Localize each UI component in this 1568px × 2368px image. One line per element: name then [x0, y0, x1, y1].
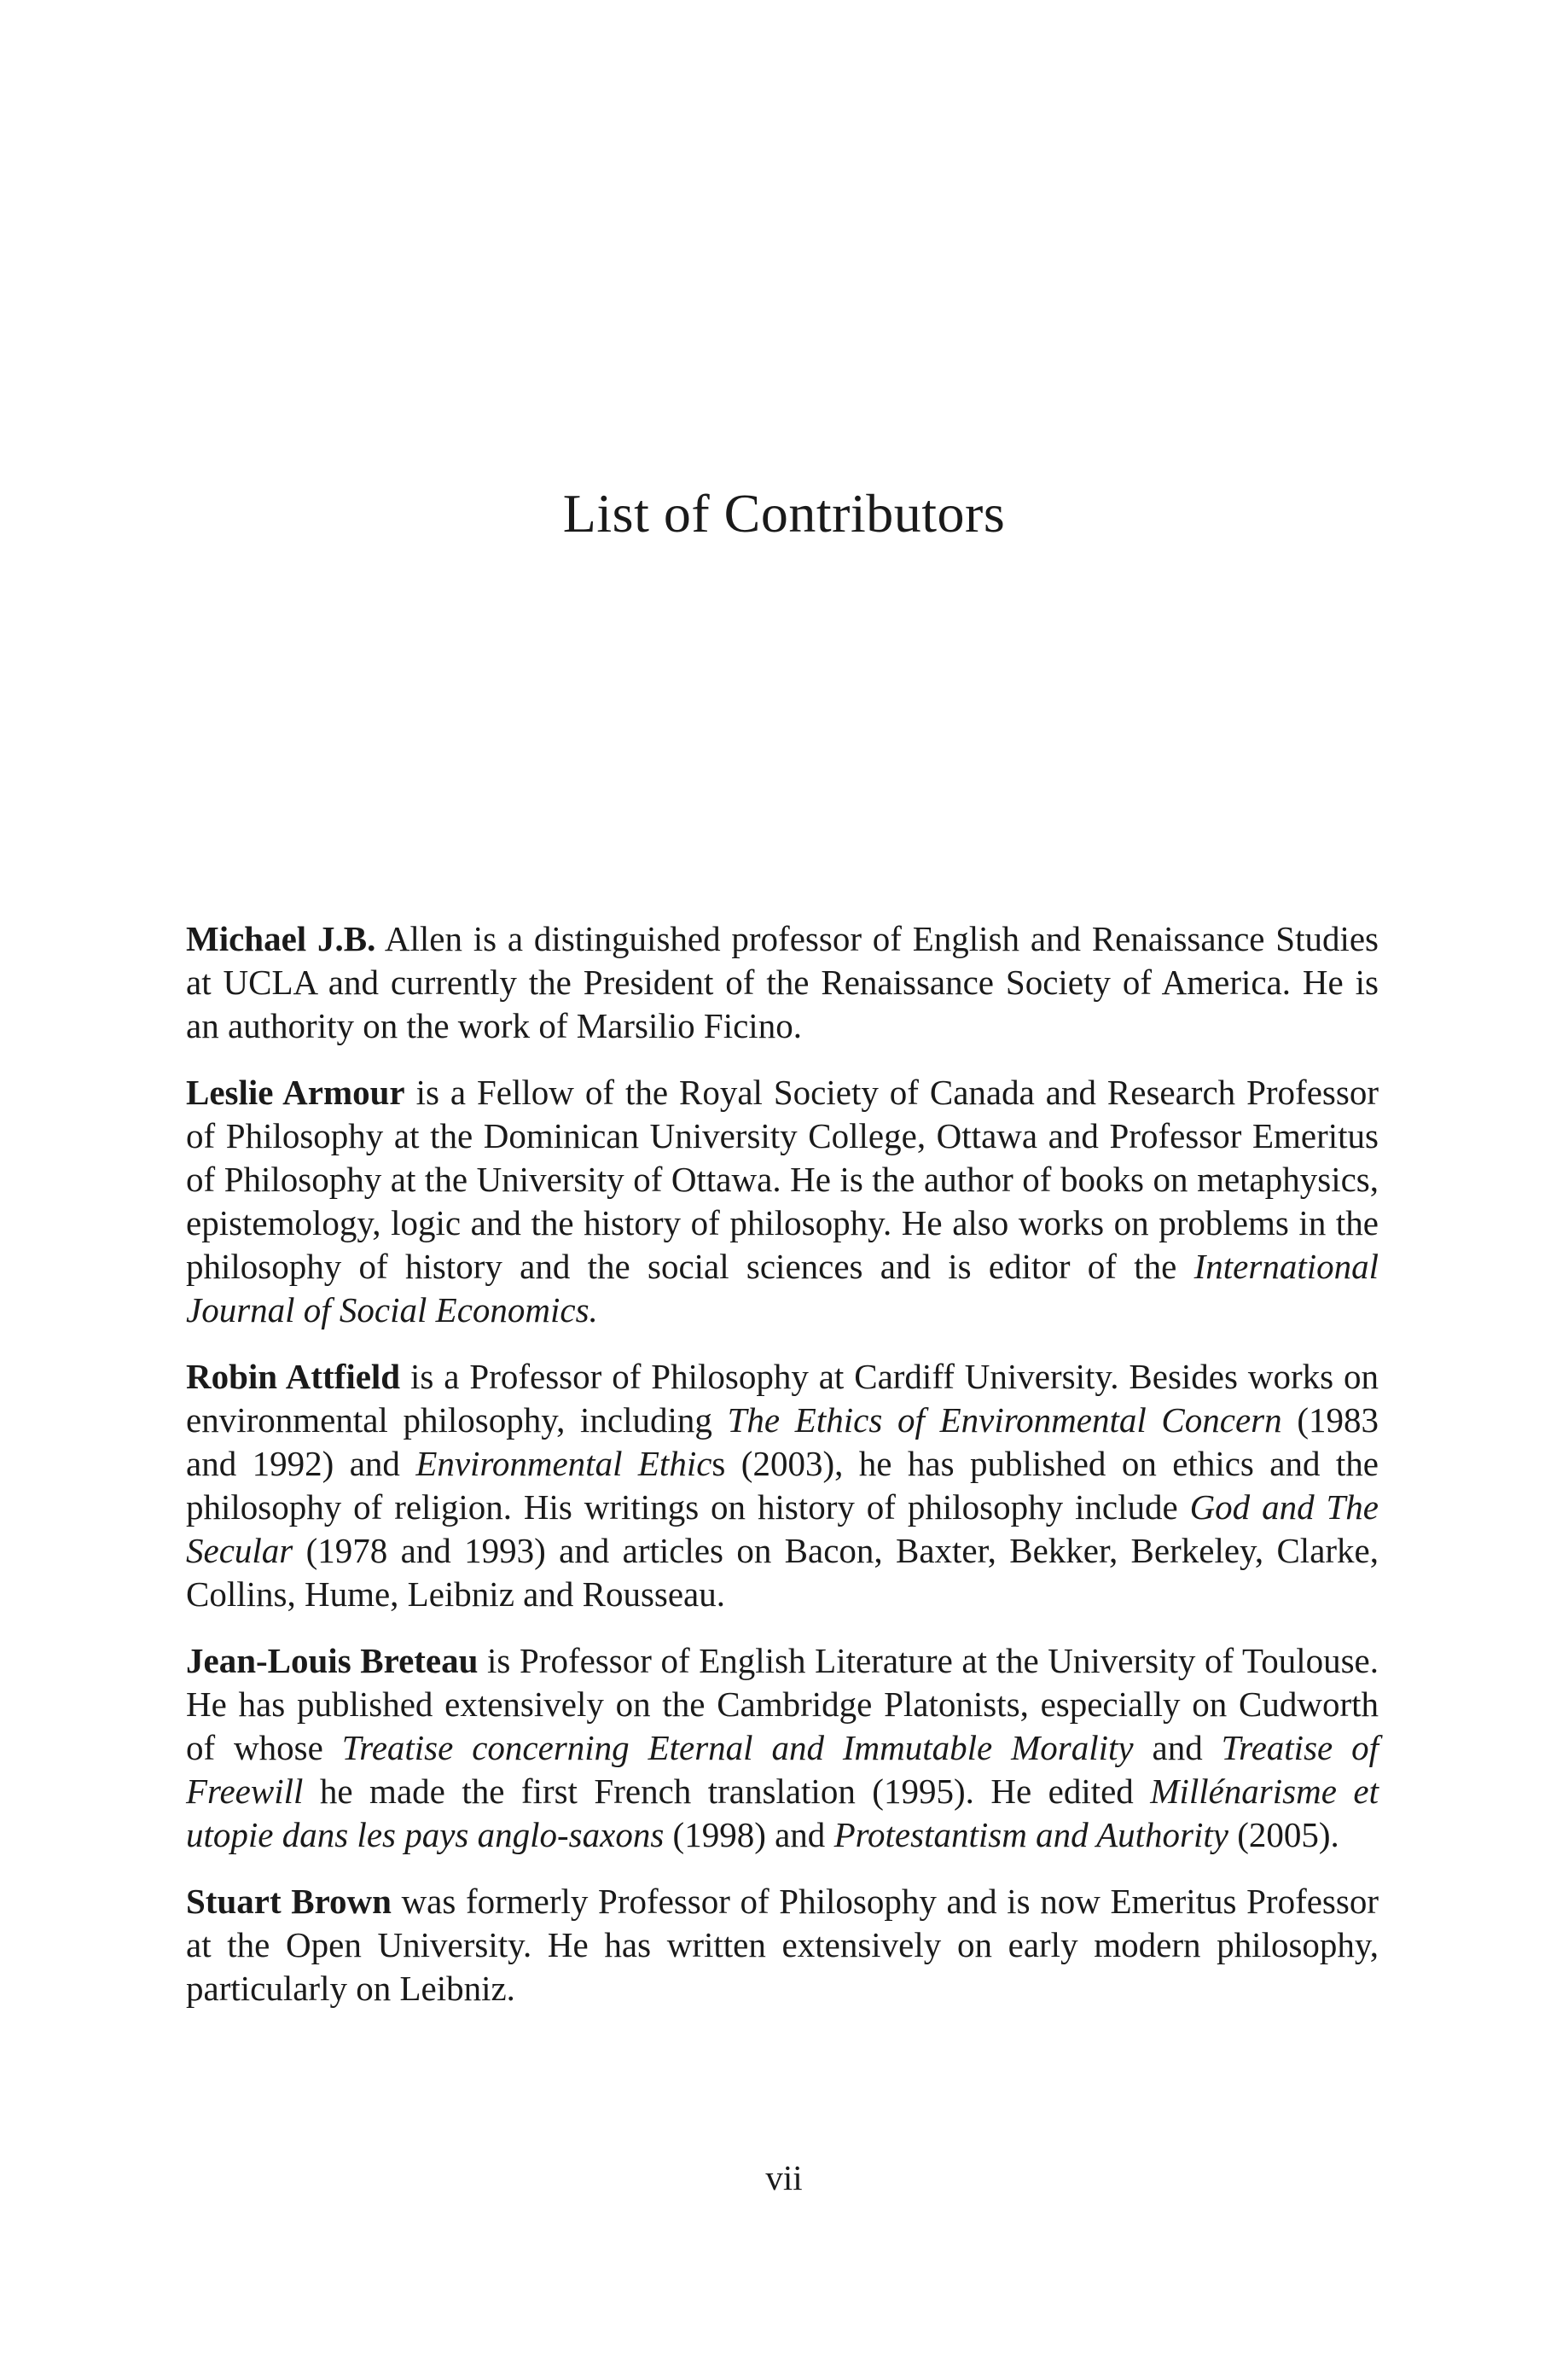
bio-text: and: [1133, 1728, 1222, 1767]
work-title: Environmental Ethic: [415, 1444, 712, 1483]
bio-text: (2005).: [1228, 1815, 1339, 1854]
contributor-entry: [186, 1639, 1379, 1857]
work-title: The Ethics of Environmental Concern: [727, 1400, 1282, 1440]
page-title: List of Contributors: [562, 483, 1006, 544]
contributor-entry: [186, 1071, 1379, 1332]
work-title: God and The Secular: [186, 1487, 1379, 1570]
bio-text: is a Professor of Philosophy at Cardiff University. Besides works on environmental philosophy, including: [186, 1357, 1379, 1440]
contributor-entry: [186, 1880, 1379, 2010]
page-number: vii: [765, 2158, 803, 2197]
bio-text: was formerly Professor of Philosophy and is now Emeritus Professor at the Open University. He has written extensively on early modern philosophy, particularly on Leibniz.: [186, 1882, 1379, 2008]
contributor-name: Jean-Louis Breteau: [186, 1641, 479, 1680]
bio-text: (1998) and: [664, 1815, 834, 1854]
bio-text: (1978 and 1993) and articles on Bacon, Baxter, Bekker, Berkeley, Clarke, Collins, Hume, Leibniz and Rousseau.: [186, 1531, 1379, 1614]
contributor-name: Stuart Brown: [186, 1882, 392, 1921]
bio-text: he made the first French translation (1995). He edited: [303, 1772, 1151, 1811]
contributor-list: [186, 917, 1379, 2033]
bio-text: is Professor of English Literature at the University of Toulouse. He has published extensively on the Cambridge Platonists, especially on Cudworth of whose: [186, 1641, 1379, 1767]
work-title: Treatise concerning Eternal and Immutable Morality: [341, 1728, 1134, 1767]
contributor-entry: [186, 917, 1379, 1048]
bio-text: is a Fellow of the Royal Society of Canada and Research Professor of Philosophy at the Dominican University College, Ottawa and Professor Emeritus of Philosophy at the University of Ottawa. He is the author of books on metaphysics, epistemology, logic and the history of philosophy. He also works on problems in the philosophy of history and the social sciences and is editor of the: [186, 1073, 1379, 1286]
bio-text: Allen is a distinguished professor of English and Renaissance Studies at UCLA and currently the President of the Renaissance Society of America. He is an authority on the work of Marsilio Ficino.: [186, 919, 1379, 1045]
work-title: Treatise of Freewill: [186, 1728, 1379, 1811]
contributor-name: Leslie Armour: [186, 1073, 405, 1112]
work-title: Millénarisme et utopie dans les pays anglo-saxons: [186, 1772, 1379, 1854]
contributor-entry: [186, 1355, 1379, 1616]
work-title: Protestantism and Authority: [833, 1815, 1228, 1854]
contributor-name: Michael J.B.: [186, 919, 376, 958]
bio-text: (1983 and 1992) and: [186, 1400, 1379, 1483]
bio-text: s (2003), he has published on ethics and the philosophy of religion. His writings on history of philosophy include: [186, 1444, 1379, 1527]
work-title: International Journal of Social Economics.: [186, 1247, 1379, 1329]
contributor-name: Robin Attfield: [186, 1357, 401, 1396]
